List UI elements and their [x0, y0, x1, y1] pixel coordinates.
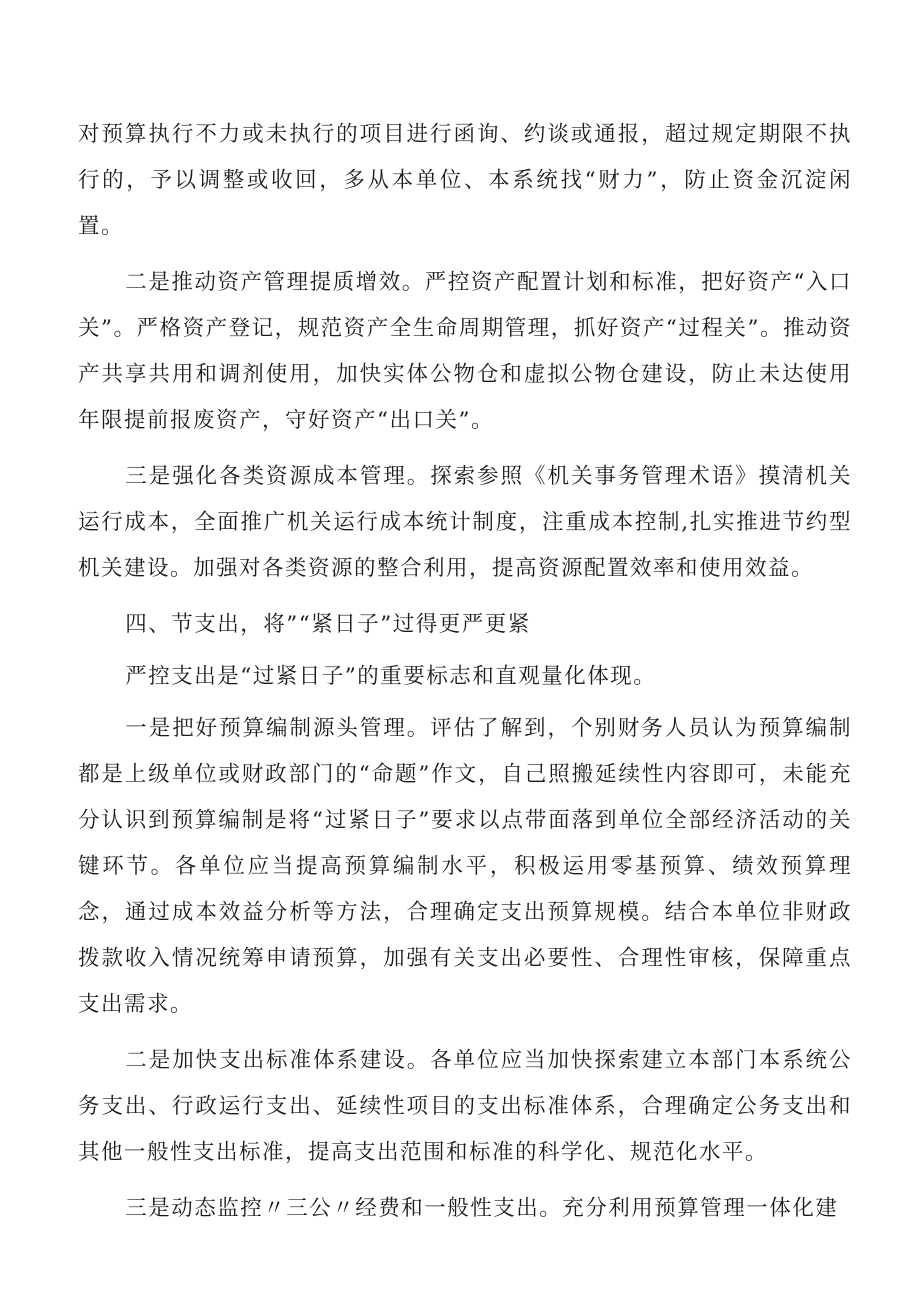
paragraph-expenditure-standards: 二是加快支出标准体系建设。各单位应当加快探索建立本部门本系统公务支出、行政运行支出、延续性项目的支出标准体系，合理确定公务支出和其他一般性支出标准，提高支出范围和标准的科学化、规范化水平。	[78, 1048, 852, 1165]
document-body	[78, 112, 852, 1242]
paragraph-resource-cost: 三是强化各类资源成本管理。探索参照《机关事务管理术语》摸清机关运行成本，全面推广机关运行成本统计制度，注重成本控制,扎实推进节约型机关建设。加强对各类资源的整合利用，提高资源配置效率和使用效益。	[78, 464, 852, 581]
section-heading-four: 四、节支出，将”“紧日子”过得更严更紧	[125, 612, 531, 637]
paragraph-control-spending: 严控支出是“过紧日子”的重要标志和直观量化体现。	[125, 664, 657, 689]
paragraph-budget-execution: 对预算执行不力或未执行的项目进行函询、约谈或通报，超过规定期限不执行的，予以调整或收回，多从本单位、本系统找“财力”，防止资金沉淀闲置。	[78, 122, 852, 239]
paragraph-three-public-expenses: 三是动态监控〃三公〃经费和一般性支出。充分利用预算管理一体化建	[125, 1196, 839, 1221]
paragraph-asset-management: 二是推动资产管理提质增效。严控资产配置计划和标准，把好资产“入口关”。严格资产登记，规范资产全生命周期管理，抓好资产“过程关”。推动资产共享共用和调剂使用，加快实体公物仓和虚拟公物仓建设，防止未达使用年限提前报废资产，守好资产“出口关”。	[78, 270, 852, 433]
paragraph-budget-preparation: 一是把好预算编制源头管理。评估了解到，个别财务人员认为预算编制都是上级单位或财政部门的“命题”作文，自己照搬延续性内容即可，未能充分认识到预算编制是将“过紧日子”要求以点带面落到单位全部经济活动的关键环节。各单位应当提高预算编制水平，积极运用零基预算、绩效预算理念，通过成本效益分析等方法，合理确定支出预算规模。结合本单位非财政拨款收入情况统筹申请预算，加强有关支出必要性、合理性审核，保障重点支出需求。	[78, 716, 852, 1017]
